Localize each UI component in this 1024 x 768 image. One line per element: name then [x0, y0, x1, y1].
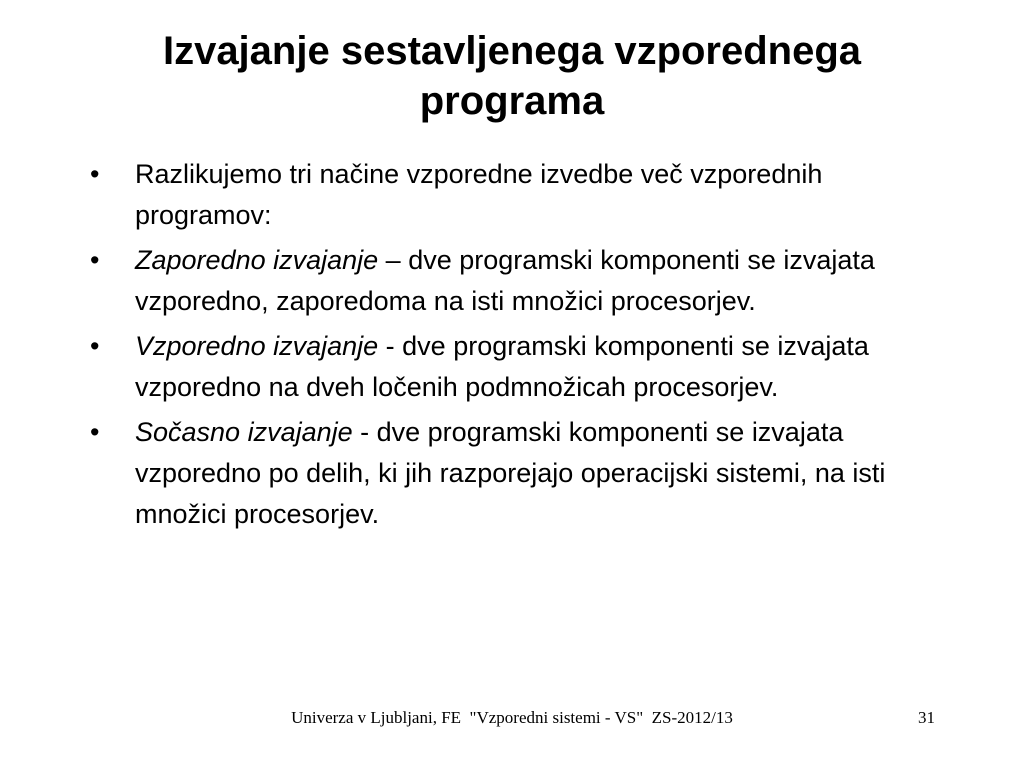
bullet-text: – dve programski komponenti se izvajata vzporedno, zaporedoma na isti množici procesorjev.: [135, 245, 875, 316]
bullet-item: [90, 154, 950, 236]
bullet-dot: •: [90, 417, 100, 447]
bullet-dot: •: [90, 159, 100, 189]
bullet-list: [90, 154, 950, 539]
bullet-term: Vzporedno izvajanje: [135, 331, 379, 361]
bullet-item: [90, 412, 950, 535]
bullet-item: [90, 326, 950, 408]
page-number: 31: [918, 708, 935, 727]
slide-footer: [0, 706, 1024, 730]
bullet-text: Razlikujemo tri načine vzporedne izvedbe več vzporednih programov:: [135, 159, 823, 230]
slide-title-line-1: Izvajanje sestavljenega vzporednega: [162, 29, 862, 73]
bullet-dot: •: [90, 331, 100, 361]
bullet-term: Zaporedno izvajanje: [135, 245, 379, 275]
bullet-item: [90, 240, 950, 322]
footer-text: Univerza v Ljubljani, FE "Vzporedni sistemi - VS" ZS-2012/13: [291, 708, 733, 727]
bullet-text: - dve programski komponenti se izvajata vzporedno na dveh ločenih podmnožicah procesorjev.: [135, 331, 869, 402]
bullet-term: Sočasno izvajanje: [135, 417, 353, 447]
bullet-dot: •: [90, 245, 100, 275]
bullet-text: - dve programski komponenti se izvajata vzporedno po delih, ki jih razporejajo operacijski sistemi, na isti množici procesorjev.: [135, 417, 886, 529]
slide-title-line-2: programa: [419, 79, 605, 123]
slide-title: [60, 26, 964, 126]
